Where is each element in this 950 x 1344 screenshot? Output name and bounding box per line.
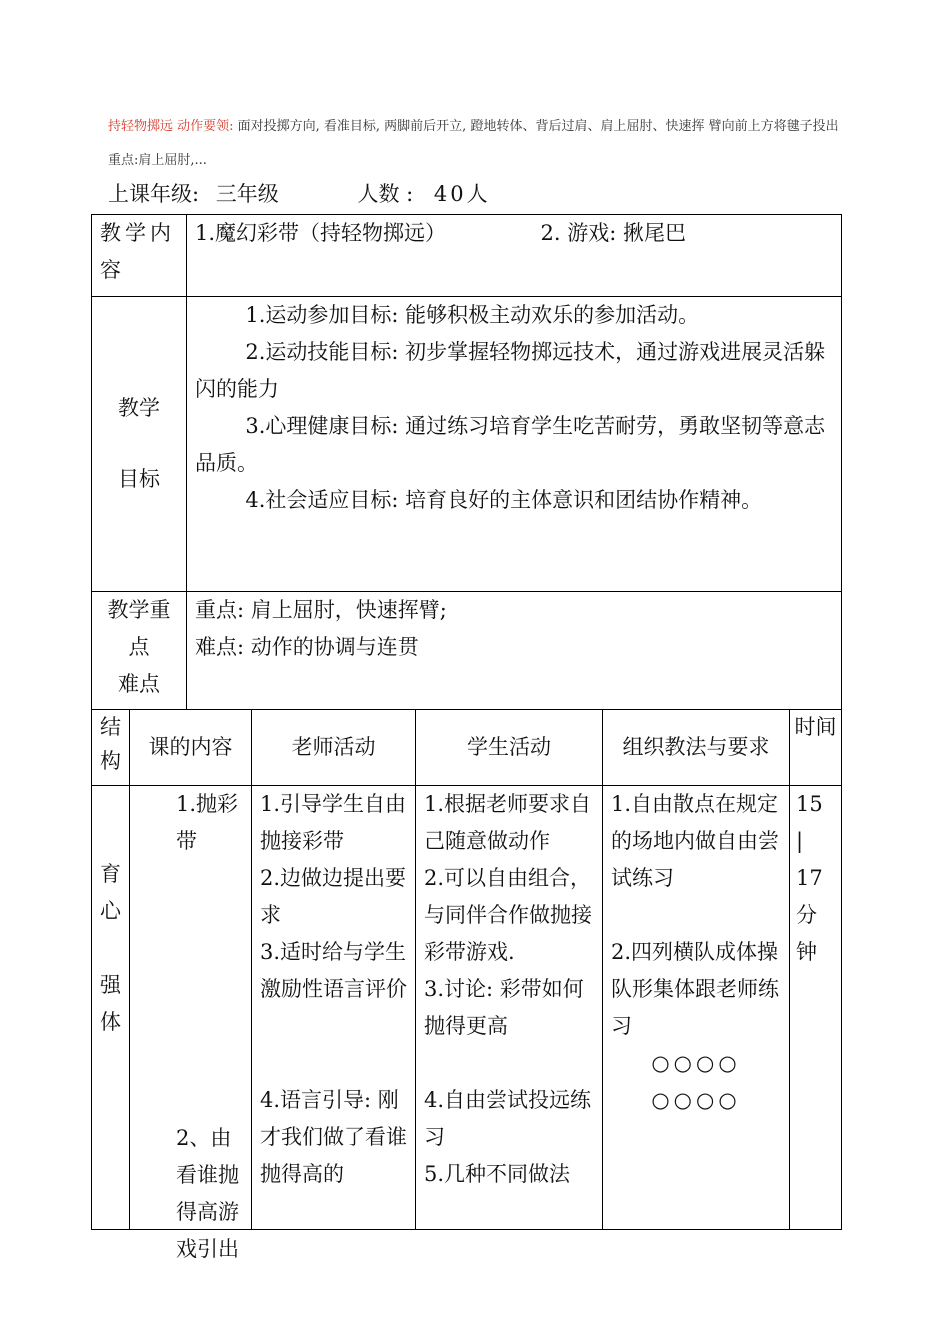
time-line: 分 bbox=[796, 903, 817, 927]
focus-content bbox=[187, 592, 842, 710]
col-header-content: 课的内容 bbox=[130, 710, 252, 786]
teacher-item: 1.引导学生自由抛接彩带 bbox=[260, 792, 407, 853]
student-item: 5.几种不同做法 bbox=[424, 1162, 571, 1186]
section-char: 心 bbox=[100, 899, 121, 923]
content-cell bbox=[130, 786, 252, 1261]
method-cell bbox=[603, 786, 790, 1230]
focus-label-line1: 教学重 bbox=[107, 598, 171, 622]
header-red-text: 持轻物掷远 动作要领: bbox=[108, 119, 234, 134]
col-header-time: 时间 bbox=[790, 710, 842, 786]
grade-label: 上课年级: bbox=[108, 182, 200, 206]
class-meta bbox=[108, 178, 491, 208]
section-char: 体 bbox=[100, 1010, 121, 1034]
section-char bbox=[92, 930, 129, 967]
student-item: 3.讨论: 彩带如何抛得更高 bbox=[424, 977, 584, 1038]
col-header-teacher: 老师活动 bbox=[252, 710, 416, 786]
goals-list bbox=[187, 297, 842, 592]
method-item: 2.四列横队成体操队形集体跟老师练习 bbox=[611, 940, 779, 1038]
time-cell bbox=[790, 786, 842, 1230]
goals-label-line1: 教学 bbox=[118, 396, 160, 420]
teacher-cell bbox=[252, 786, 416, 1230]
content-item: 2、由看谁抛得高游戏引出 bbox=[176, 1126, 239, 1261]
count-value: 40人 bbox=[433, 182, 491, 206]
teacher-item: 4.语言引导: 刚才我们做了看谁抛得高的 bbox=[260, 1088, 407, 1186]
goal-item: 3.心理健康目标: 通过练习培育学生吃苦耐劳，勇敢坚韧等意志品质。 bbox=[195, 414, 826, 475]
focus-label bbox=[92, 592, 187, 710]
lesson-process-table bbox=[91, 709, 842, 1261]
teacher-item: 2.边做边提出要求 bbox=[260, 866, 407, 927]
formation-row: ○○○○ bbox=[651, 1051, 741, 1075]
section-label bbox=[92, 786, 130, 1230]
student-item: 4.自由尝试投远练习 bbox=[424, 1088, 592, 1149]
section-char: 强 bbox=[100, 973, 121, 997]
content-value: 1.魔幻彩带（持轻物掷远） 2. 游戏: 揪尾巴 bbox=[187, 215, 842, 297]
time-line: 15 bbox=[796, 792, 823, 816]
goals-label-line2: 目标 bbox=[118, 467, 160, 491]
page-header-note bbox=[108, 110, 848, 178]
col-header-student: 学生活动 bbox=[416, 710, 603, 786]
focus-label-line2: 点 bbox=[128, 635, 150, 659]
goal-item: 2.运动技能目标: 初步掌握轻物掷远技术，通过游戏进展灵活躲闪的能力 bbox=[195, 340, 826, 401]
student-item: 2.可以自由组合，与同伴合作做抛接彩带游戏. bbox=[424, 866, 592, 964]
time-line: 钟 bbox=[796, 940, 817, 964]
goal-item: 4.社会适应目标: 培育良好的主体意识和团结协作精神。 bbox=[245, 488, 763, 512]
focus-label-line3: 难点 bbox=[118, 672, 160, 696]
content-item: 1.抛彩带 bbox=[176, 792, 239, 853]
grade-value: 三年级 bbox=[215, 182, 279, 206]
student-cell bbox=[416, 786, 603, 1230]
section-char: 育 bbox=[100, 862, 121, 886]
time-line: 17 bbox=[796, 866, 823, 890]
content-label: 教学内容 bbox=[92, 215, 187, 297]
col-header-method: 组织教法与要求 bbox=[603, 710, 790, 786]
method-item: 1.自由散点在规定的场地内做自由尝试练习 bbox=[611, 792, 779, 890]
count-label: 人数 : bbox=[357, 182, 414, 206]
focus-hard: 难点: 动作的协调与连贯 bbox=[195, 635, 419, 659]
focus-key: 重点: 肩上屈肘，快速挥臂; bbox=[195, 598, 447, 622]
goal-item: 1.运动参加目标: 能够积极主动欢乐的参加活动。 bbox=[245, 303, 700, 327]
goals-label bbox=[92, 297, 187, 592]
header-body-text: 面对投掷方向, 看准目标, 两脚前后开立, 蹬地转体、背后过肩、肩上屈肘、快速挥 臂向前上方将毽子投出 重点:肩上屈肘,... bbox=[108, 119, 839, 168]
col-header-structure: 结构 bbox=[92, 710, 130, 786]
formation-row: ○○○○ bbox=[651, 1088, 741, 1112]
lesson-plan-table bbox=[91, 214, 842, 710]
student-item: 1.根据老师要求自己随意做动作 bbox=[424, 792, 592, 853]
time-line: | bbox=[796, 829, 804, 853]
teacher-item: 3.适时给与学生激励性语言评价 bbox=[260, 940, 407, 1001]
